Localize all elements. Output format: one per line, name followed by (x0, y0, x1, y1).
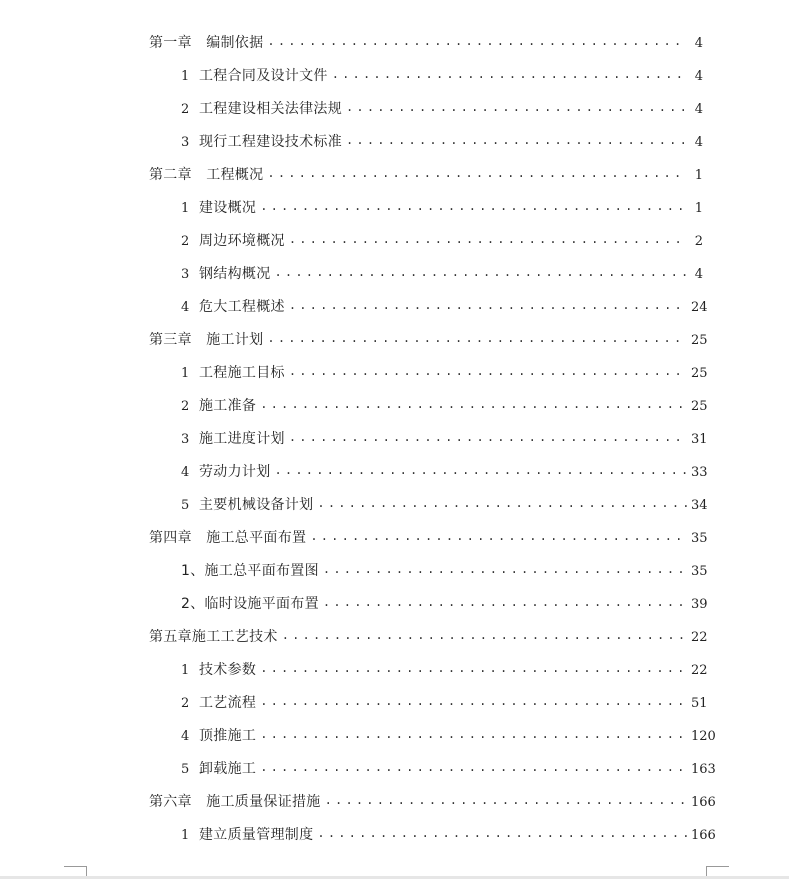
toc-entry[interactable] (149, 786, 716, 819)
toc-entry-number: 4 (181, 300, 190, 315)
toc-entry-title: 第六章 施工质量保证措施 (149, 794, 321, 810)
dot-leader (260, 685, 687, 718)
toc-entry-page: 22 (691, 663, 708, 678)
dot-leader (260, 751, 687, 784)
toc-entry[interactable] (181, 357, 708, 390)
toc-entry[interactable] (181, 489, 708, 522)
toc-entry-page: 166 (691, 828, 716, 843)
toc-entry-page: 25 (691, 333, 708, 348)
toc-entry-title: 第五章施工工艺技术 (149, 629, 278, 645)
toc-entry-title: 建设概况 (199, 200, 257, 216)
toc-entry-page: 2 (694, 234, 703, 249)
toc-entry-page: 166 (691, 795, 716, 810)
toc-entry-title: 卸载施工 (199, 761, 257, 777)
toc-entry[interactable] (181, 720, 716, 753)
toc-entry-title: 主要机械设备计划 (199, 497, 314, 513)
toc-entry[interactable] (181, 555, 708, 588)
toc-entry-page: 1 (694, 201, 703, 216)
toc-entry[interactable] (181, 60, 703, 93)
toc-entry-title: 工程合同及设计文件 (199, 68, 328, 84)
toc-entry[interactable] (149, 522, 708, 555)
toc-entry-title: 周边环境概况 (199, 233, 285, 249)
dot-leader (267, 157, 687, 190)
dot-leader (346, 91, 687, 124)
toc-entry-number: 2 (181, 696, 190, 711)
toc-entry-number: 3 (181, 432, 190, 447)
dot-leader (260, 652, 687, 685)
toc-entry-title: 第三章 施工计划 (149, 332, 264, 348)
toc-entry[interactable] (181, 456, 708, 489)
toc-entry-number: 1 (181, 69, 190, 84)
toc-entry-page: 35 (691, 531, 708, 546)
toc-entry[interactable] (181, 423, 708, 456)
toc-entry-number: 1 (181, 663, 190, 678)
dot-leader (289, 355, 687, 388)
toc-entry-page: 33 (691, 465, 708, 480)
dot-leader (310, 520, 687, 553)
dot-leader (282, 619, 687, 652)
dot-leader (317, 817, 687, 850)
toc-entry-page: 4 (694, 36, 703, 51)
toc-entry[interactable] (149, 27, 703, 60)
toc-entry-title: 建立质量管理制度 (199, 827, 314, 843)
toc-entry[interactable] (149, 159, 703, 192)
toc-entry-title: 现行工程建设技术标准 (199, 134, 342, 150)
toc-entry-title: 顶推施工 (199, 728, 257, 744)
toc-entry-number: 2 (181, 102, 190, 117)
toc-entry[interactable] (181, 390, 708, 423)
dot-leader (323, 553, 687, 586)
toc-entry-page: 51 (691, 696, 708, 711)
toc-entry[interactable] (149, 621, 708, 654)
toc-entry[interactable] (181, 588, 708, 621)
toc-entry-title: 2、临时设施平面布置 (181, 596, 319, 612)
toc-entry-number: 1 (181, 201, 190, 216)
toc-entry-page: 39 (691, 597, 708, 612)
toc-entry-page: 34 (691, 498, 708, 513)
toc-entry-number: 3 (181, 267, 190, 282)
toc-entry-page: 163 (691, 762, 716, 777)
toc-entry-title: 技术参数 (199, 662, 257, 678)
toc-entry[interactable] (149, 324, 708, 357)
toc-entry-page: 120 (691, 729, 716, 744)
toc-entry-title: 1、施工总平面布置图 (181, 563, 319, 579)
toc-entry-number: 1 (181, 366, 190, 381)
dot-leader (267, 322, 687, 355)
dot-leader (325, 784, 687, 817)
dot-leader (289, 223, 687, 256)
toc-entry-page: 4 (694, 135, 703, 150)
dot-leader (275, 454, 688, 487)
toc-entry-number: 4 (181, 729, 190, 744)
dot-leader (332, 58, 687, 91)
toc-entry[interactable] (181, 126, 703, 159)
toc-entry-number: 1 (181, 828, 190, 843)
toc-entry-title: 危大工程概述 (199, 299, 285, 315)
toc-entry[interactable] (181, 258, 703, 291)
dot-leader (260, 388, 687, 421)
toc-entry[interactable] (181, 654, 708, 687)
dot-leader (275, 256, 688, 289)
toc-entry-number: 3 (181, 135, 190, 150)
toc-entry-title: 第一章 编制依据 (149, 35, 264, 51)
toc-entry-page: 31 (691, 432, 708, 447)
toc-entry[interactable] (181, 291, 708, 324)
toc-entry-title: 施工进度计划 (199, 431, 285, 447)
toc-entry[interactable] (181, 192, 703, 225)
toc-entry-page: 4 (694, 102, 703, 117)
toc-entry-title: 工程建设相关法律法规 (199, 101, 342, 117)
toc-entry-page: 4 (694, 69, 703, 84)
dot-leader (346, 124, 687, 157)
toc-entry-page: 25 (691, 366, 708, 381)
toc-entry-page: 4 (694, 267, 703, 282)
toc-entry-number: 5 (181, 498, 190, 513)
toc-entry-page: 35 (691, 564, 708, 579)
toc-entry[interactable] (181, 753, 716, 786)
toc-entry-title: 施工准备 (199, 398, 257, 414)
toc-entry-title: 工艺流程 (199, 695, 257, 711)
toc-entry-number: 5 (181, 762, 190, 777)
toc-entry[interactable] (181, 819, 716, 852)
toc-entry-number: 2 (181, 234, 190, 249)
toc-entry-title: 钢结构概况 (199, 266, 271, 282)
dot-leader (260, 190, 687, 223)
toc-entry-title: 第二章 工程概况 (149, 167, 264, 183)
toc-entry-page: 1 (694, 168, 703, 183)
toc-entry[interactable] (181, 93, 703, 126)
toc-entry-title: 第四章 施工总平面布置 (149, 530, 307, 546)
dot-leader (323, 586, 687, 619)
toc-entry-page: 22 (691, 630, 708, 645)
toc-entry-number: 2 (181, 399, 190, 414)
toc-entry-title: 劳动力计划 (199, 464, 271, 480)
dot-leader (317, 487, 687, 520)
dot-leader (289, 421, 687, 454)
dot-leader (267, 25, 687, 58)
toc-entry[interactable] (181, 225, 703, 258)
dot-leader (260, 718, 687, 751)
toc-entry-number: 4 (181, 465, 190, 480)
toc-entry-page: 25 (691, 399, 708, 414)
dot-leader (289, 289, 687, 322)
toc-entry-title: 工程施工目标 (199, 365, 285, 381)
toc-entry-page: 24 (691, 300, 708, 315)
toc-entry[interactable] (181, 687, 708, 720)
